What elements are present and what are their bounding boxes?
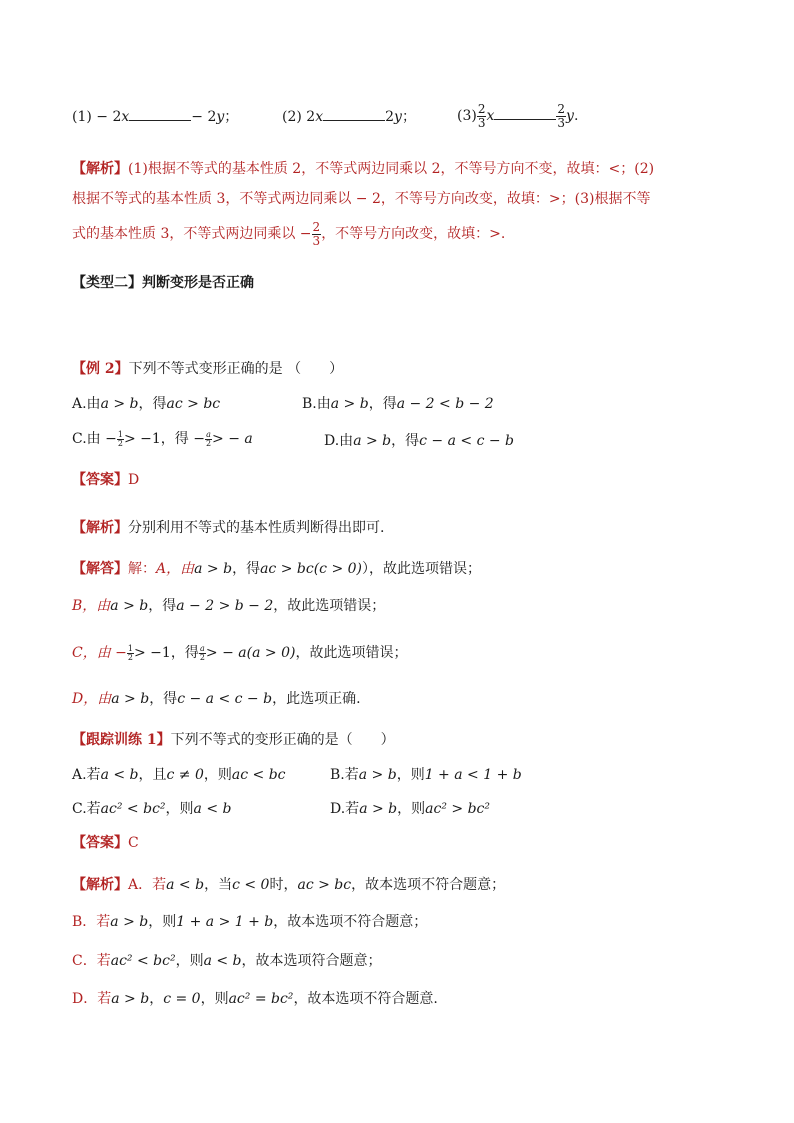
part1-x: x (121, 109, 130, 125)
training1-answer: 【答案】C (72, 835, 139, 851)
part1-prefix: (1) − 2 (72, 109, 122, 125)
training1-option-b: B.若a > b，则1 + a < 1 + b (330, 767, 522, 783)
section-heading-type2: 【类型二】判断变形是否正确 (72, 275, 254, 291)
part1-blank (129, 106, 191, 121)
option-c-fraction-2: $\frac{a}{2}$ (205, 429, 212, 448)
part2-y: y (394, 109, 402, 125)
example2-answer: 【答案】D (72, 472, 140, 488)
example2-option-b: B.由a > b，得a − 2 < b − 2 (302, 396, 494, 412)
training1-tag: 【跟踪训练 1】 (72, 732, 171, 748)
part2-prefix: (2) 2 (282, 109, 316, 125)
part1-end: ； (224, 109, 239, 125)
analysis1-line3: 式的基本性质 3，不等式两边同乘以 − $\frac{2}{3}$ ，不等号方向改变，故填：>. (72, 219, 506, 248)
problem-part3 (457, 98, 578, 134)
example2-solution-1: 【解答】解：A，由a > b，得ac > bc(c > 0)），故此选项错误； (72, 561, 482, 577)
part3-y: y (566, 108, 574, 124)
example2-solution-4: D，由a > b，得c − a < c − b，此选项正确. (72, 691, 361, 707)
example2-question: 【例 2】下列不等式变形正确的是 （ ） (72, 361, 344, 377)
part3-prefix: (3) (457, 108, 477, 124)
part2-blank (323, 106, 385, 121)
part1-mid: − 2 (191, 109, 217, 125)
training1-option-d: D.若a > b，则ac² > bc² (330, 801, 490, 817)
part3-end: . (573, 108, 579, 124)
example2-analysis: 【解析】分别利用不等式的基本性质判断得出即可. (72, 520, 385, 536)
part1-y: y (216, 109, 225, 125)
part3-blank (494, 105, 556, 120)
analysis1-line2: 根据不等式的基本性质 3，不等式两边同乘以 − 2，不等号方向改变，故填：>；(3)根据不等 (72, 191, 651, 207)
example2-solution-2: B，由a > b，得a − 2 > b − 2，故此选项错误； (72, 598, 386, 614)
training1-analysis-c: C．若ac² < bc²，则a < b，故本选项符合题意； (72, 953, 382, 969)
training1-option-c: C.若ac² < bc²，则a < b (72, 801, 232, 817)
training1-analysis-a: 【解析】A．若a < b，当c < 0时，ac > bc，故本选项不符合题意； (72, 877, 506, 893)
analysis1-fraction: $\frac{2}{3}$ (312, 219, 321, 248)
problem-parts (72, 106, 238, 127)
training1-analysis-b: B．若a > b，则1 + a > 1 + b，故本选项不符合题意； (72, 914, 428, 930)
analysis1-line1: 【解析】(1)根据不等式的基本性质 2，不等式两边同乘以 2，不等号方向不变，故填：<；(2) (72, 161, 655, 177)
training1-question: 【跟踪训练 1】下列不等式的变形正确的是（ ） (72, 732, 395, 748)
example2-option-c: C.由 − $\frac{1}{2}$ > −1，得 − $\frac{a}{2}$ > − a (72, 429, 253, 448)
example2-option-a: A.由a > b，得ac > bc (72, 396, 221, 412)
part2-x: x (315, 109, 324, 125)
part3-x: x (486, 108, 495, 124)
option-c-fraction-1: $\frac{1}{2}$ (117, 429, 123, 448)
example2-solution-3: C，由 − $\frac{1}{2}$ > −1，得 $\frac{a}{2}$ > − a(a > 0)，故此选项错误； (72, 643, 408, 662)
part2-mid: 2 (385, 109, 395, 125)
training1-option-a: A.若a < b，且c ≠ 0，则ac < bc (72, 767, 286, 783)
analysis1-tag: 【解析】 (72, 161, 128, 177)
example2-option-d: D.由a > b，得c − a < c − b (324, 433, 515, 449)
part3-fraction-2: $\frac{2}{3}$ (557, 101, 566, 130)
part2-end: ； (401, 109, 416, 125)
problem-part2 (282, 106, 416, 127)
part3-fraction: $\frac{2}{3}$ (477, 101, 486, 130)
training1-analysis-d: D．若a > b，c = 0，则ac² = bc²，故本选项不符合题意. (72, 991, 438, 1007)
example2-tag: 【例 2】 (72, 361, 129, 377)
